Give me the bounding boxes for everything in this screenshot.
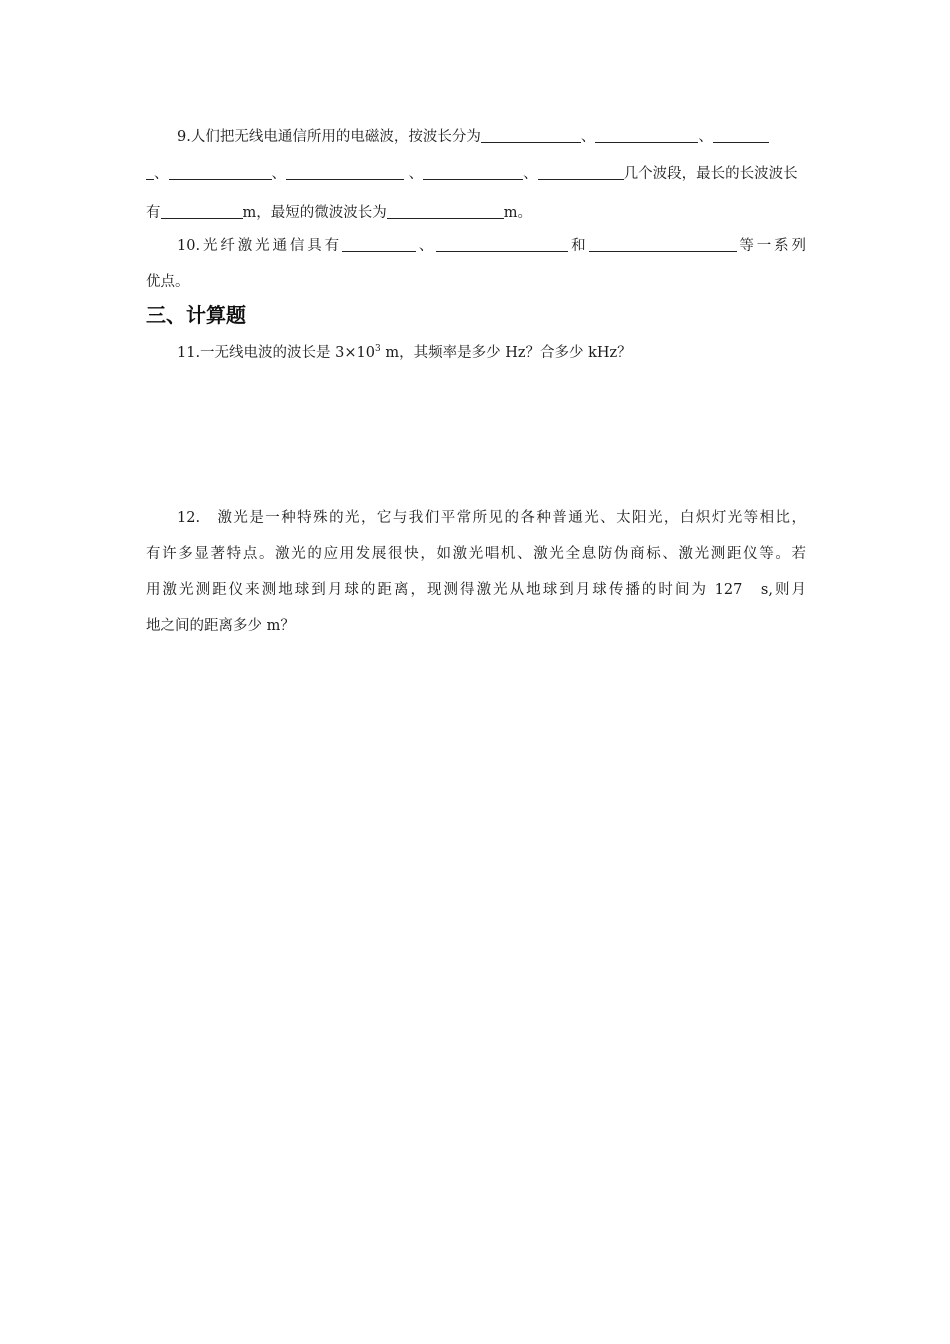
q9-line-1 bbox=[177, 127, 806, 147]
q9-sep: 、 bbox=[580, 129, 596, 145]
q10-and: 和 bbox=[568, 238, 589, 254]
q10-text: 等一系列 bbox=[736, 238, 807, 254]
q12-line-4: 地之间的距离多少 m？ bbox=[146, 618, 295, 634]
q11-exponent: 3 bbox=[375, 344, 381, 354]
q10-blank-3 bbox=[589, 237, 737, 252]
q9-blank-2 bbox=[595, 128, 698, 143]
q11-text: m，其频率是多少 Hz？合多少 kHz？ bbox=[380, 345, 632, 361]
q9-blank-3-cont bbox=[146, 165, 154, 180]
q11-line bbox=[177, 343, 806, 363]
q9-blank-7 bbox=[538, 165, 624, 180]
q9-sep: 、 bbox=[271, 166, 286, 182]
q9-blank-microwave bbox=[387, 204, 504, 219]
q9-blank-1 bbox=[481, 128, 581, 143]
q9-text-bands: 几个波段，最长的长波波长 bbox=[623, 166, 798, 182]
q9-line-2 bbox=[146, 164, 806, 184]
q10-blank-1 bbox=[342, 237, 416, 252]
q9-blank-5 bbox=[286, 165, 404, 180]
q12-line-1: 12. 激光是一种特殊的光，它与我们平常所见的各种普通光、太阳光，白炽灯光等相比， bbox=[177, 510, 806, 526]
q10-text: 优点。 bbox=[146, 274, 190, 290]
q11-text: 11.一无线电波的波长是 3×10 bbox=[177, 345, 375, 361]
q9-blank-4 bbox=[169, 165, 272, 180]
q9-blank-6 bbox=[423, 165, 523, 180]
q9-sep: 、 bbox=[408, 166, 424, 182]
q9-blank-longwave bbox=[161, 204, 243, 219]
section-heading: 三、计算题 bbox=[146, 303, 246, 327]
q10-line-1 bbox=[177, 236, 806, 256]
q9-text: m，最短的微波波长为 bbox=[242, 205, 387, 221]
q9-text: m。 bbox=[503, 205, 532, 221]
q12-line-2: 有许多显著特点。激光的应用发展很快，如激光唱机、激光全息防伪商标、激光测距仪等。若 bbox=[146, 546, 806, 562]
q9-sep: 、 bbox=[523, 166, 538, 182]
q10-sep: 、 bbox=[415, 238, 437, 254]
q9-text: 有 bbox=[146, 205, 161, 221]
q9-text: 9.人们把无线电通信所用的电磁波，按波长分为 bbox=[177, 129, 481, 145]
q12-line-3: 用激光测距仪来测地球到月球的距离，现测得激光从地球到月球传播的时间为 127 s,则月 bbox=[146, 582, 806, 598]
q9-line-3 bbox=[146, 203, 806, 223]
q9-sep: 、 bbox=[698, 129, 713, 145]
q9-sep: 、 bbox=[154, 166, 169, 182]
q10-line-2 bbox=[146, 272, 806, 292]
q10-text: 10.光纤激光通信具有 bbox=[177, 238, 342, 254]
q9-blank-3 bbox=[713, 128, 769, 143]
q10-blank-2 bbox=[436, 237, 568, 252]
